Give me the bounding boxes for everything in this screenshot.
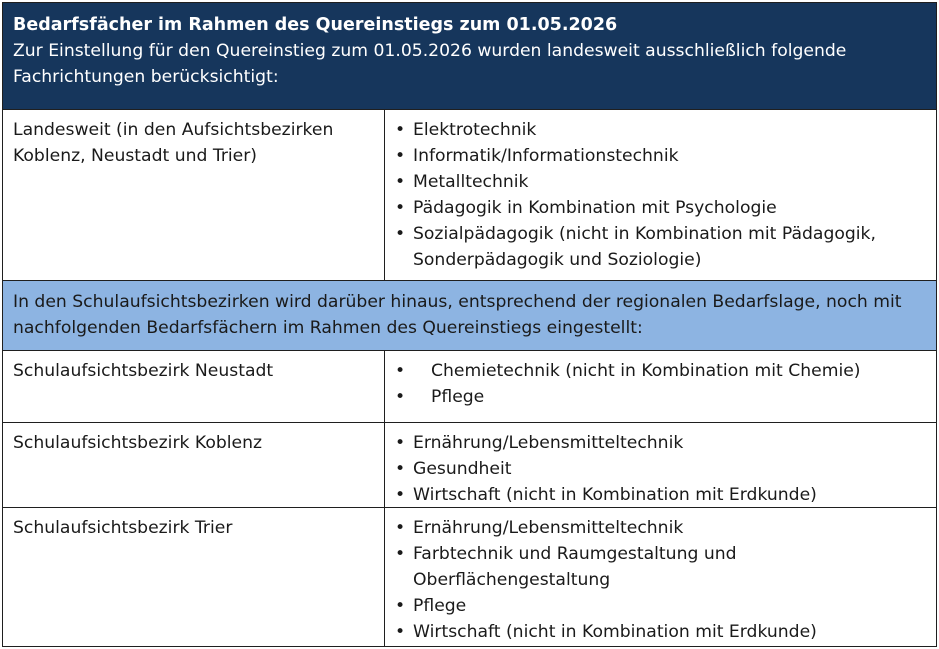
bullet-icon: • <box>395 120 406 140</box>
table-row-neustadt <box>3 351 936 423</box>
regional-note: In den Schulaufsichtsbezirken wird darüber hinaus, entsprechend der regionalen Bedarfslage, noch mit nachfolgenden Bedarfsfächern im Rahmen des Quereinstiegs eingestellt: <box>3 281 936 351</box>
list-item <box>395 143 930 169</box>
region-cell: Landesweit (in den Aufsichtsbezirken Koblenz, Neustadt und Trier) <box>3 110 385 280</box>
subjects-cell <box>385 351 936 422</box>
bullet-icon: • <box>395 361 406 381</box>
subject-label: Pflege <box>413 596 467 616</box>
subjects-cell <box>385 110 936 280</box>
bullet-icon: • <box>395 622 406 642</box>
list-item <box>395 541 930 593</box>
subject-label: Ernährung/Lebensmitteltechnik <box>413 433 684 453</box>
subject-label: Informatik/Informationstechnik <box>413 146 679 166</box>
bullet-icon: • <box>395 172 406 192</box>
list-item <box>395 456 930 482</box>
table-row-statewide <box>3 110 936 281</box>
table-row-trier <box>3 508 936 646</box>
list-item <box>395 482 930 508</box>
bullet-icon: • <box>395 224 406 244</box>
list-item <box>395 430 930 456</box>
subjects-cell <box>385 423 936 507</box>
bullet-icon: • <box>395 433 406 453</box>
requirements-table <box>2 2 937 647</box>
table-header <box>3 3 936 110</box>
bullet-icon: • <box>395 387 406 407</box>
subject-label: Wirtschaft (nicht in Kombination mit Erdkunde) <box>413 622 817 642</box>
subject-list <box>395 515 930 645</box>
subject-label: Elektrotechnik <box>413 120 537 140</box>
list-item <box>395 358 930 384</box>
subject-list <box>395 430 930 508</box>
bullet-icon: • <box>395 459 406 479</box>
subject-label: Pädagogik in Kombination mit Psychologie <box>413 198 777 218</box>
bullet-icon: • <box>395 596 406 616</box>
subject-label: Gesundheit <box>413 459 512 479</box>
subject-label: Ernährung/Lebensmitteltechnik <box>413 518 684 538</box>
region-cell: Schulaufsichtsbezirk Koblenz <box>3 423 385 507</box>
list-item <box>395 593 930 619</box>
subject-label: Chemietechnik (nicht in Kombination mit Chemie) <box>431 361 861 381</box>
bullet-icon: • <box>395 198 406 218</box>
subject-list <box>395 358 930 410</box>
list-item <box>395 515 930 541</box>
list-item <box>395 117 930 143</box>
subject-label: Wirtschaft (nicht in Kombination mit Erdkunde) <box>413 485 817 505</box>
bullet-icon: • <box>395 485 406 505</box>
subject-label: Sozialpädagogik (nicht in Kombination mit Pädagogik, Sonderpädagogik und Soziologie) <box>413 224 876 270</box>
table-title: Bedarfsfächer im Rahmen des Quereinstiegs zum 01.05.2026 <box>13 15 618 35</box>
bullet-icon: • <box>395 146 406 166</box>
subject-list <box>395 117 930 273</box>
list-item <box>395 384 930 410</box>
subject-label: Pflege <box>431 387 485 407</box>
subject-label: Farbtechnik und Raumgestaltung und Oberflächengestaltung <box>413 544 737 590</box>
list-item <box>395 195 930 221</box>
subjects-cell <box>385 508 936 646</box>
list-item <box>395 169 930 195</box>
table-subtitle: Zur Einstellung für den Quereinstieg zum 01.05.2026 wurden landesweit ausschließlich folgende Fachrichtungen berücksichtigt: <box>13 41 847 87</box>
subject-label: Metalltechnik <box>413 172 529 192</box>
list-item <box>395 221 930 273</box>
region-cell: Schulaufsichtsbezirk Trier <box>3 508 385 646</box>
region-cell: Schulaufsichtsbezirk Neustadt <box>3 351 385 422</box>
table-row-koblenz <box>3 423 936 508</box>
bullet-icon: • <box>395 544 406 564</box>
list-item <box>395 619 930 645</box>
bullet-icon: • <box>395 518 406 538</box>
